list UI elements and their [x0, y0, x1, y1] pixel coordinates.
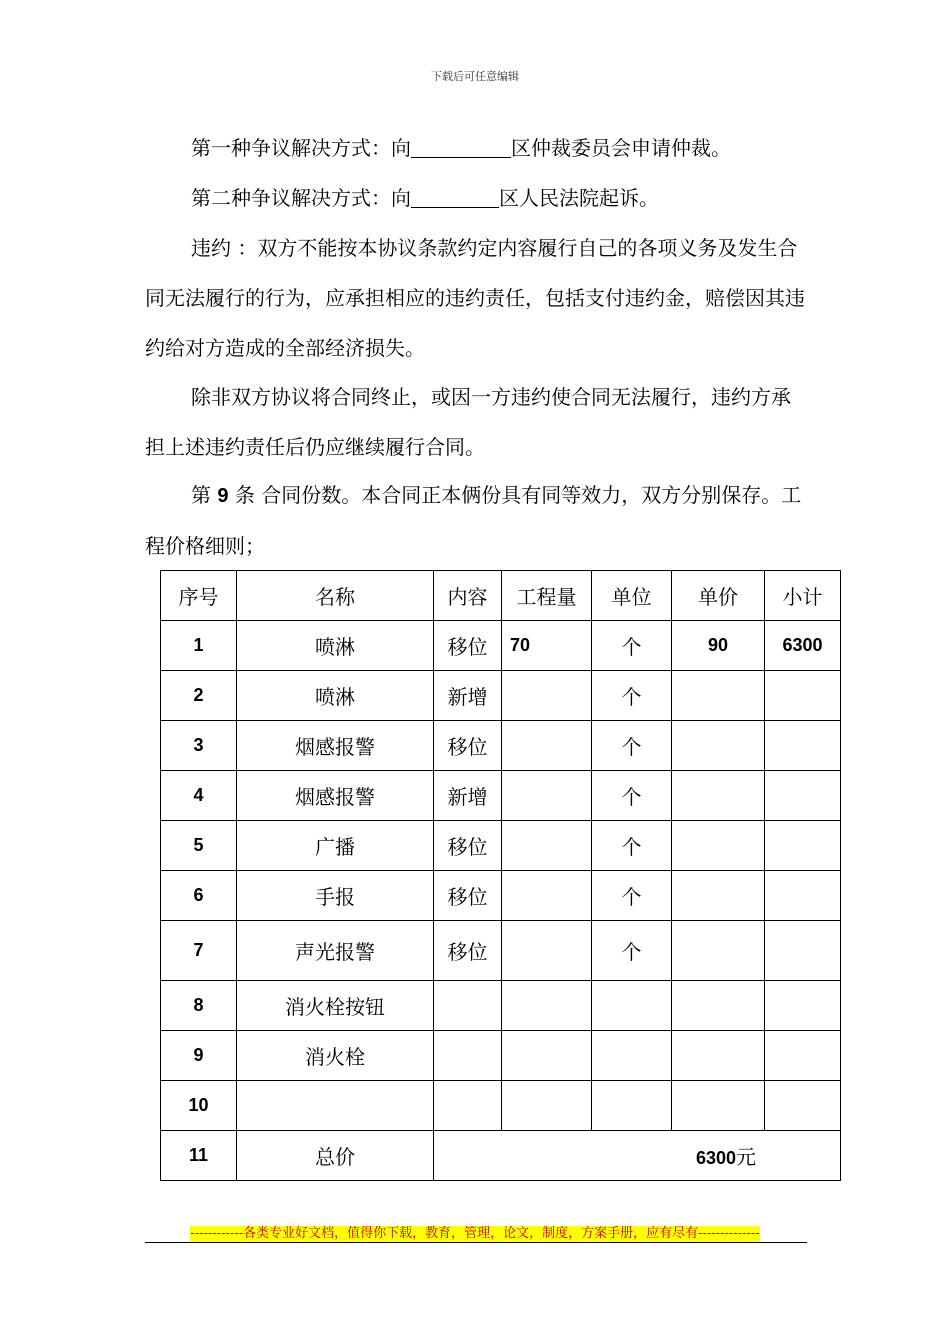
cell-subtotal	[765, 771, 841, 821]
fill-blank-court	[411, 185, 499, 208]
total-label: 总价	[237, 1131, 434, 1181]
cell-price: 90	[672, 621, 765, 671]
dispute-method-1-text-end: 区仲裁委员会申请仲裁。	[511, 136, 731, 160]
cell-name: 烟感报警	[237, 721, 434, 771]
cell-price	[672, 1031, 765, 1081]
footer-divider	[145, 1242, 807, 1243]
header-name: 名称	[237, 571, 434, 621]
cell-qty	[502, 981, 592, 1031]
cell-subtotal	[765, 1081, 841, 1131]
cell-subtotal	[765, 821, 841, 871]
continue-clause: 除非双方协议将合同终止，或因一方违约使合同无法履行，违约方承担上述违约责任后仍应继续履行合同。	[145, 385, 791, 459]
header-no: 序号	[161, 571, 237, 621]
cell-price	[672, 1081, 765, 1131]
price-table	[160, 570, 841, 1181]
table-row	[161, 871, 841, 921]
table-row	[161, 1031, 841, 1081]
cell-price	[672, 671, 765, 721]
cell-price	[672, 721, 765, 771]
dispute-method-1-text: 第一种争议解决方式：向	[191, 136, 411, 160]
dispute-method-2-text: 第二种争议解决方式：向	[191, 186, 411, 210]
fill-blank-arbitration	[411, 135, 511, 158]
cell-unit	[592, 1081, 672, 1131]
cell-no: 4	[161, 771, 237, 821]
cell-content: 移位	[434, 721, 502, 771]
cell-name: 喷淋	[237, 621, 434, 671]
header-content: 内容	[434, 571, 502, 621]
article-9-number: 9	[217, 485, 229, 507]
header-subtotal: 小计	[765, 571, 841, 621]
dispute-method-2	[145, 173, 810, 223]
cell-name: 消火栓按钮	[237, 981, 434, 1031]
table-row	[161, 621, 841, 671]
cell-content	[434, 1031, 502, 1081]
table-row	[161, 721, 841, 771]
cell-content: 移位	[434, 921, 502, 981]
cell-price	[672, 821, 765, 871]
cell-no: 8	[161, 981, 237, 1031]
cell-content: 新增	[434, 671, 502, 721]
total-row	[161, 1131, 841, 1181]
cell-no: 11	[161, 1131, 237, 1181]
cell-qty	[502, 921, 592, 981]
cell-content: 移位	[434, 871, 502, 921]
cell-qty	[502, 771, 592, 821]
table-row	[161, 981, 841, 1031]
cell-name: 烟感报警	[237, 771, 434, 821]
cell-content	[434, 981, 502, 1031]
cell-unit: 个	[592, 921, 672, 981]
cell-no: 6	[161, 871, 237, 921]
cell-name: 喷淋	[237, 671, 434, 721]
cell-qty: 70	[502, 621, 592, 671]
cell-content	[434, 1081, 502, 1131]
cell-subtotal: 6300	[765, 621, 841, 671]
cell-unit: 个	[592, 671, 672, 721]
table-row	[161, 1081, 841, 1131]
cell-content: 移位	[434, 621, 502, 671]
cell-content: 移位	[434, 821, 502, 871]
table-header-row	[161, 571, 841, 621]
article-9-text: 条 合同份数。本合同正本俩份具有同等效力，双方分别保存。工程价格细则；	[145, 483, 802, 558]
cell-no: 1	[161, 621, 237, 671]
cell-no: 2	[161, 671, 237, 721]
dispute-method-2-text-end: 区人民法院起诉。	[499, 186, 659, 210]
cell-subtotal	[765, 1031, 841, 1081]
cell-content: 新增	[434, 771, 502, 821]
header-unit: 单位	[592, 571, 672, 621]
cell-qty	[502, 721, 592, 771]
cell-no: 10	[161, 1081, 237, 1131]
cell-unit	[592, 981, 672, 1031]
cell-name	[237, 1081, 434, 1131]
footer-note-text: ------------各类专业好文档，值得你下载，教育，管理，论文，制度，方案手册，应有尽有--------------	[190, 1226, 760, 1241]
table-row	[161, 671, 841, 721]
cell-qty	[502, 821, 592, 871]
cell-name: 消火栓	[237, 1031, 434, 1081]
cell-subtotal	[765, 871, 841, 921]
cell-subtotal	[765, 921, 841, 981]
article-9-label: 第	[191, 483, 211, 507]
header-note: 下载后可任意编辑	[431, 70, 519, 83]
cell-no: 3	[161, 721, 237, 771]
cell-unit: 个	[592, 871, 672, 921]
cell-qty	[502, 871, 592, 921]
cell-qty	[502, 671, 592, 721]
footer-note	[0, 1222, 950, 1241]
cell-subtotal	[765, 671, 841, 721]
cell-no: 7	[161, 921, 237, 981]
cell-price	[672, 771, 765, 821]
cell-subtotal	[765, 721, 841, 771]
cell-no: 5	[161, 821, 237, 871]
cell-unit: 个	[592, 821, 672, 871]
cell-unit: 个	[592, 771, 672, 821]
total-amount-cell	[434, 1131, 841, 1181]
table-row	[161, 821, 841, 871]
cell-subtotal	[765, 981, 841, 1031]
cell-name: 广播	[237, 821, 434, 871]
dispute-method-1	[145, 123, 810, 173]
cell-name: 手报	[237, 871, 434, 921]
cell-unit	[592, 1031, 672, 1081]
article-9	[145, 470, 810, 571]
header-qty: 工程量	[502, 571, 592, 621]
cell-qty	[502, 1081, 592, 1131]
cell-no: 9	[161, 1031, 237, 1081]
total-currency: 元	[736, 1145, 757, 1169]
table-row	[161, 771, 841, 821]
cell-unit: 个	[592, 721, 672, 771]
table-row	[161, 921, 841, 981]
cell-qty	[502, 1031, 592, 1081]
cell-price	[672, 871, 765, 921]
breach-clause: 违约 ：双方不能按本协议条款约定内容履行自己的各项义务及发生合同无法履行的行为，应承担相应的违约责任，包括支付违约金，赔偿因其违约给对方造成的全部经济损失。	[145, 236, 805, 360]
header-price: 单价	[672, 571, 765, 621]
cell-price	[672, 921, 765, 981]
cell-unit: 个	[592, 621, 672, 671]
cell-price	[672, 981, 765, 1031]
cell-name: 声光报警	[237, 921, 434, 981]
total-amount: 6300	[696, 1148, 737, 1168]
